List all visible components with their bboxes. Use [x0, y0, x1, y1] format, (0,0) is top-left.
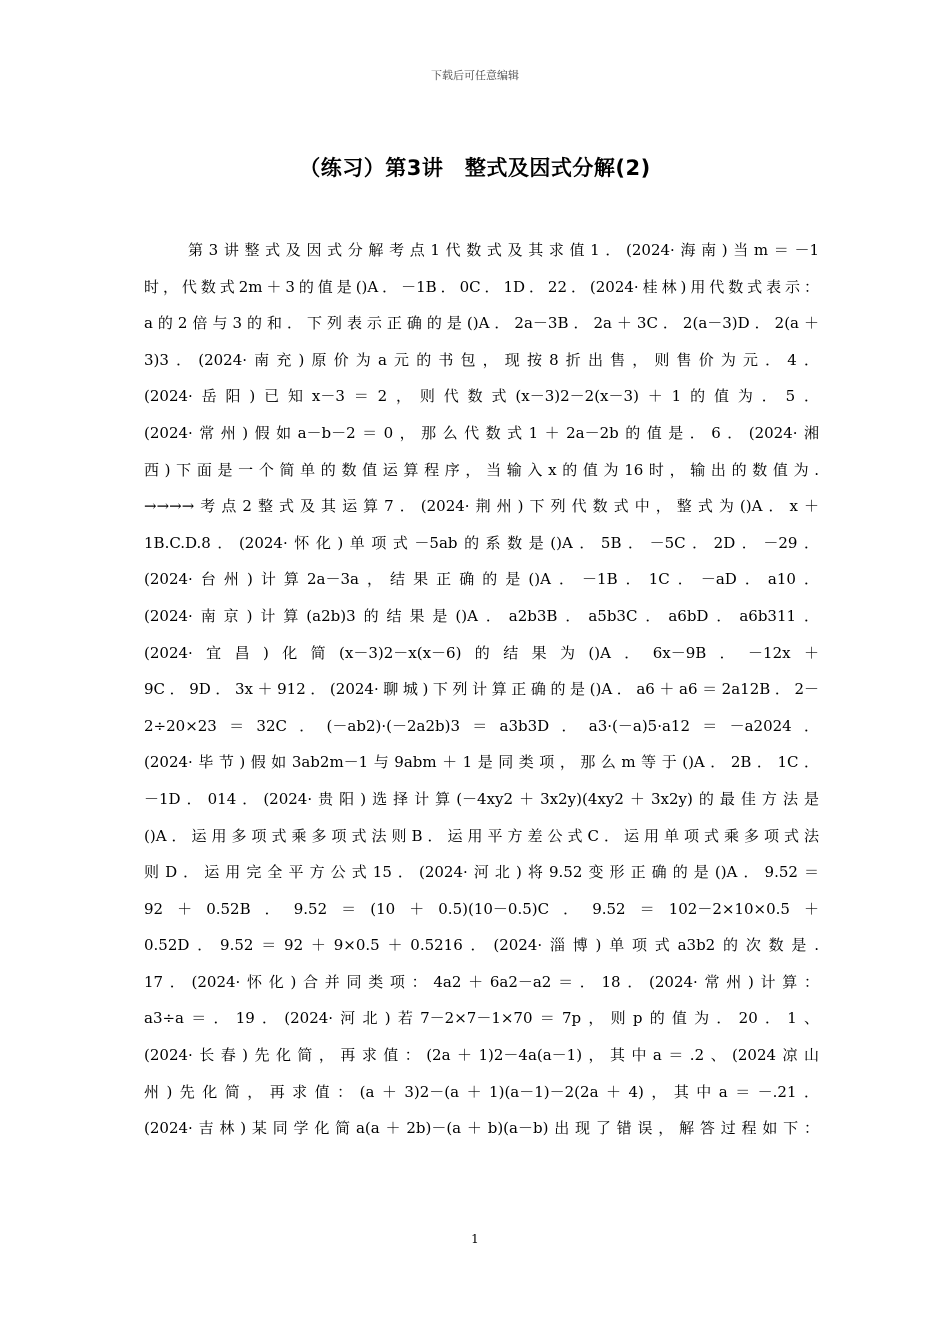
body-line: 92＋0.52B．9.52＝(10＋0.5)(10－0.5)C．9.52＝102－2×10×0.5＋	[144, 899, 819, 918]
body-line: 西)下面是一个简单的数值运算程序，当输入x的值为16时，输出的数值为.	[144, 460, 819, 479]
body-line: (2024·常州)假如a－b－2＝0，那么代数式1＋2a－2b的值是．6．(2024·湘	[144, 423, 819, 442]
body-line: 3)3．(2024·南充)原价为a元的书包，现按8折出售，则售价为元．4．	[144, 350, 819, 369]
body-line: →→→→考点2整式及其运算7．(2024·荆州)下列代数式中，整式为()A．x＋	[144, 497, 819, 516]
body-line: 州)先化简，再求值：(a＋3)2－(a＋1)(a－1)－2(2a＋4)，其中a＝－.21．	[144, 1082, 819, 1101]
page-number: 1	[471, 1232, 479, 1246]
body-line: 2÷20×23＝32C．(－ab2)·(－2a2b)3＝a3b3D．a3·(－a)5·a12＝－a2024．	[144, 716, 819, 735]
body-line: (2024·吉林)某同学化简a(a＋2b)－(a＋b)(a－b)出现了错误，解答过程如下：	[144, 1119, 819, 1138]
body-line: (2024·毕节)假如3ab2m－1与9abm＋1是同类项，那么m等于()A．2B．1C．	[144, 753, 819, 772]
body-line: －1D．014．(2024·贵阳)选择计算(－4xy2＋3x2y)(4xy2＋3x2y)的最佳方法是	[144, 789, 819, 808]
body-line: ()A．运用多项式乘多项式法则B．运用平方差公式C．运用单项式乘多项式法	[144, 826, 819, 845]
document-title: （练习）第3讲 整式及因式分解(2)	[299, 156, 651, 180]
body-line: 0.52D．9.52＝92＋9×0.5＋0.5216．(2024·淄博)单项式a3b2的次数是.	[144, 936, 819, 955]
page-header: 下载后可任意编辑	[431, 69, 519, 82]
body-line: (2024·南京)计算(a2b)3的结果是()A．a2b3B．a5b3C．a6bD．a6b311．	[144, 606, 819, 625]
body-line: (2024·长春)先化简，再求值：(2a＋1)2－4a(a－1)，其中a＝.2、(2024凉山	[144, 1046, 819, 1065]
body-line: a3÷a＝．19．(2024·河北)若7－2×7－1×70＝7p，则p的值为．20．1、	[144, 1009, 819, 1028]
body-line: a的2倍与3的和．下列表示正确的是()A．2a－3B．2a＋3C．2(a－3)D．2(a＋	[144, 314, 819, 333]
body-line: 时，代数式2m＋3的值是()A．－1B．0C．1D．22．(2024·桂林)用代数式表示：	[144, 277, 819, 296]
body-line: (2024·台州)计算2a－3a，结果正确的是()A．－1B．1C．－aD．a10．	[144, 570, 819, 589]
body-line: 9C．9D．3x＋912．(2024·聊城)下列计算正确的是()A．a6＋a6＝2a12B．2－	[144, 680, 819, 699]
body-line: 17．(2024·怀化)合并同类项：4a2＋6a2－a2＝．18．(2024·常州)计算：	[144, 972, 819, 991]
body-line: (2024·岳阳)已知x－3＝2，则代数式(x－3)2－2(x－3)＋1的值为．5．	[144, 387, 819, 406]
body-line: 则D．运用完全平方公式15．(2024·河北)将9.52变形正确的是()A．9.52＝	[144, 863, 819, 882]
body-line: 第3讲整式及因式分解考点1代数式及其求值1．(2024·海南)当m＝－1	[188, 241, 819, 259]
body-line: 1B.C.D.8．(2024·怀化)单项式－5ab的系数是()A．5B．－5C．2D．－29．	[144, 533, 819, 552]
body-line: (2024·宜昌)化简(x－3)2－x(x－6)的结果为()A．6x－9B．－12x＋	[144, 643, 819, 662]
body-text	[144, 232, 819, 1147]
